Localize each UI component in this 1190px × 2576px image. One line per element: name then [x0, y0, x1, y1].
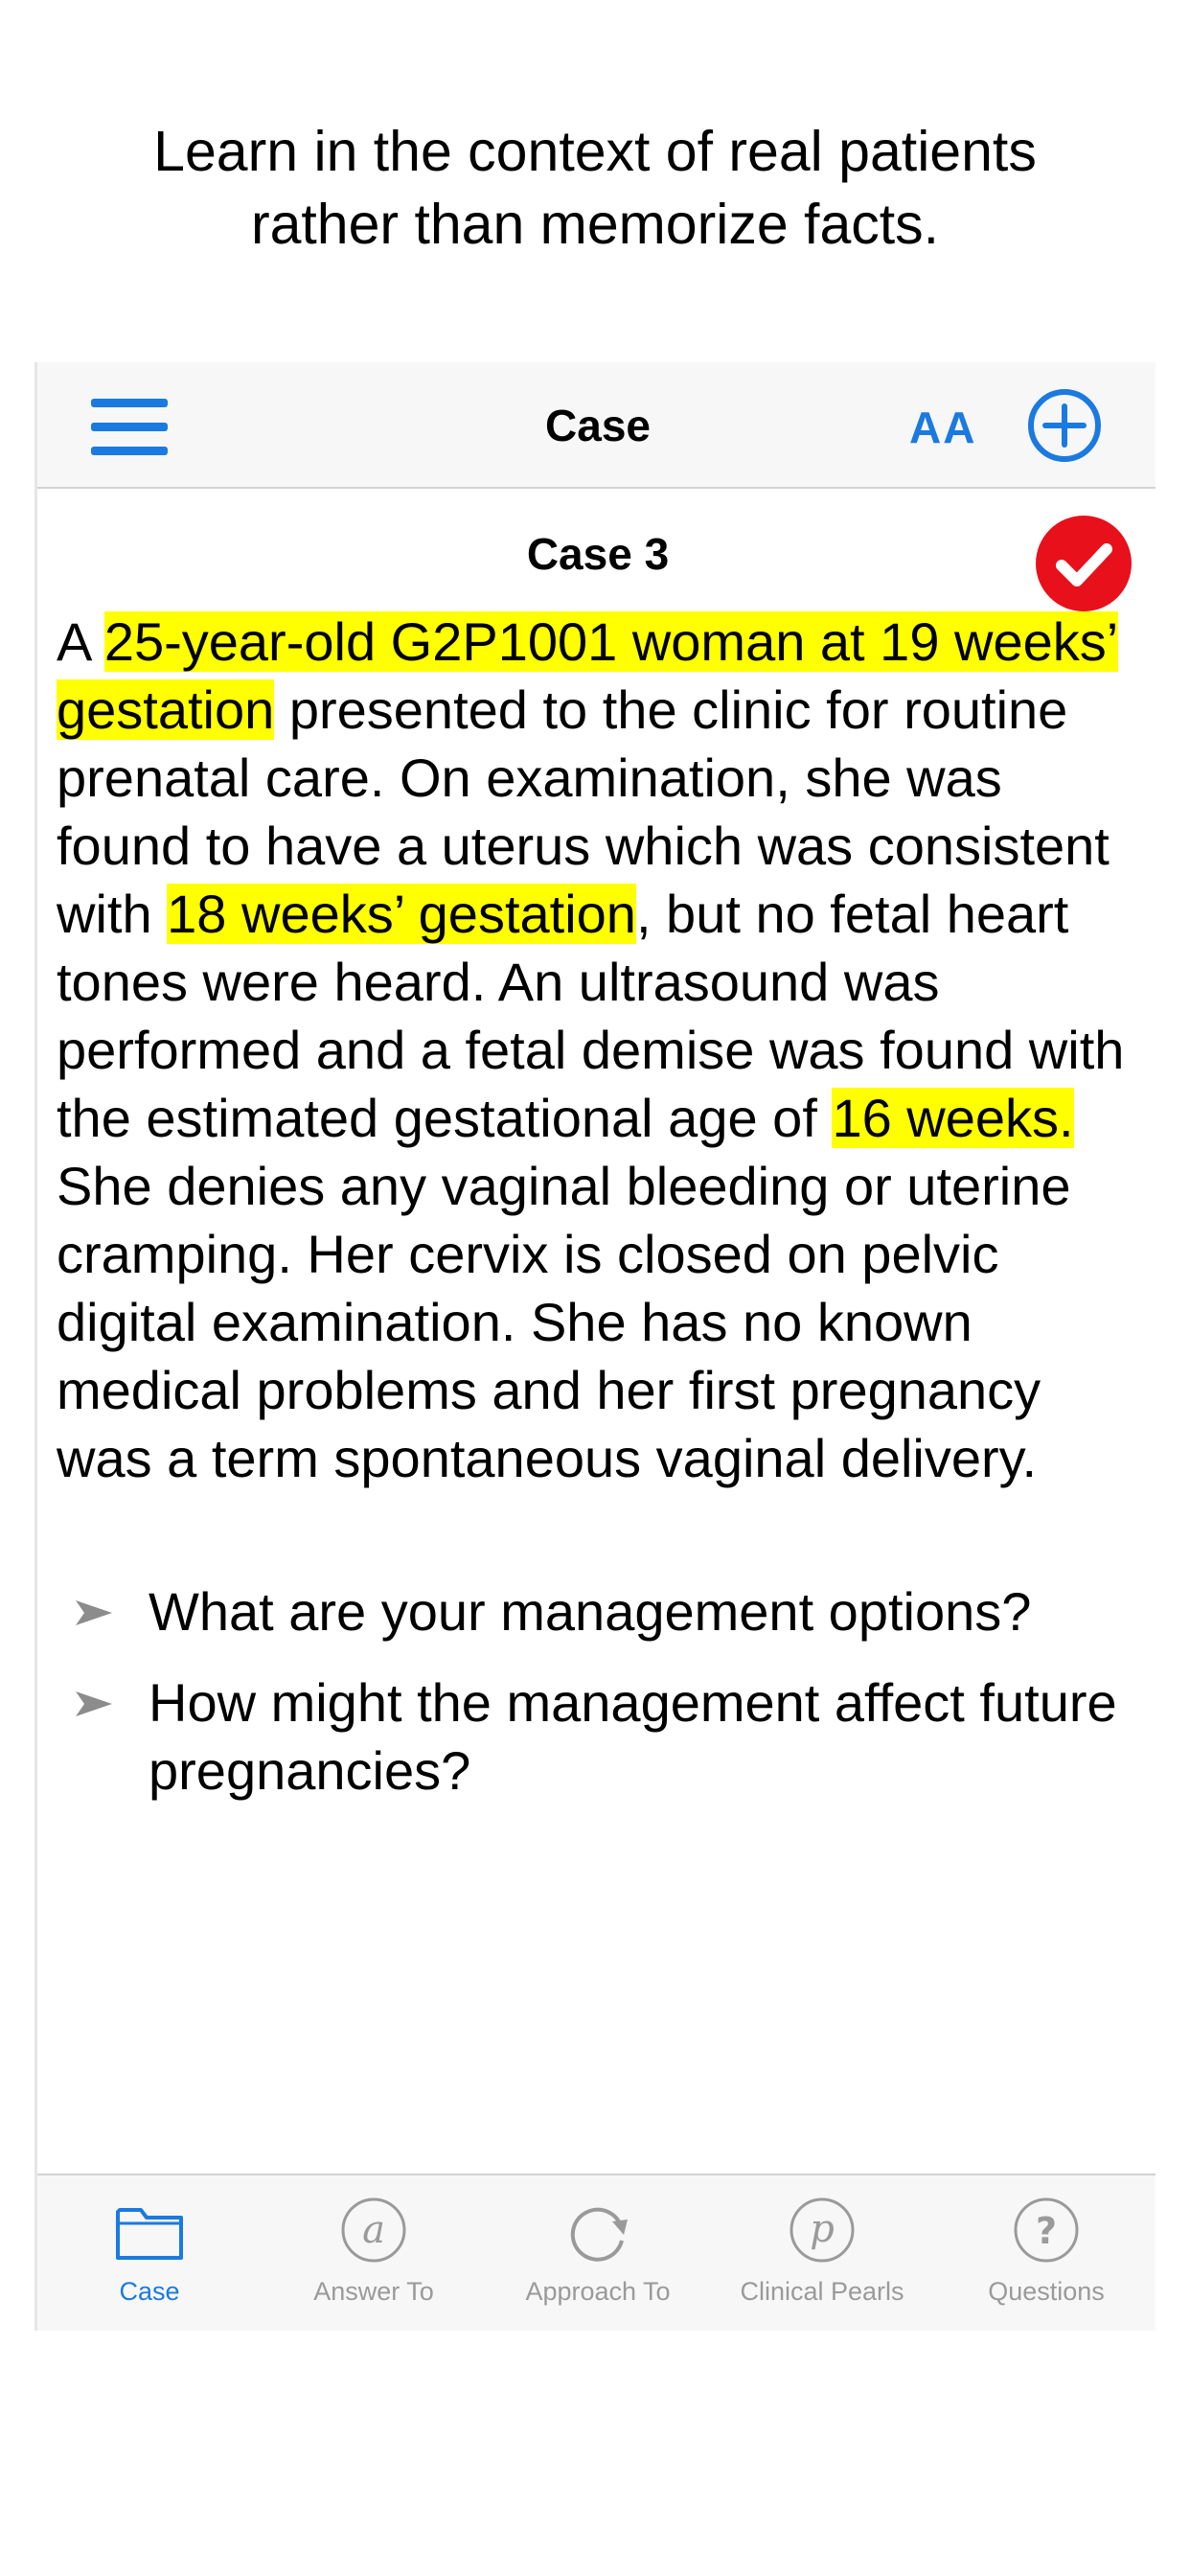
- question-circle-icon: [1011, 2195, 1082, 2266]
- case-title: Case 3: [526, 529, 670, 579]
- highlighted-text: 18 weeks’ gestation: [167, 884, 636, 944]
- case-text: presented to the clinic for routine prenatal care. On examination, she was found to have a uterus which was consistent with: [57, 679, 1110, 944]
- tab-label: Questions: [988, 2277, 1105, 2306]
- nav-title: Case: [545, 401, 651, 450]
- tab-approach-to[interactable]: [486, 2175, 710, 2331]
- tab-answer-to[interactable]: [262, 2175, 486, 2331]
- promo-line-2: rather than memorize facts.: [250, 193, 940, 256]
- svg-text:p: p: [810, 2207, 835, 2251]
- folder-icon: [114, 2195, 185, 2266]
- case-questions: [76, 1577, 1149, 1828]
- tab-label: Approach To: [525, 2277, 671, 2306]
- case-description: [57, 608, 1149, 1492]
- svg-text:a: a: [362, 2208, 385, 2252]
- tab-label: Clinical Pearls: [740, 2277, 904, 2306]
- app-screen: [34, 362, 1156, 2331]
- case-text: , but no fetal heart tones were heard. An ultrasound was performed and a fetal demise was found with the estimated gestational age of: [57, 884, 1125, 1148]
- highlighted-text: 25-year-old G2P1001 woman at 19 weeks’ gestation: [57, 611, 1119, 740]
- question-text: What are your management options?: [149, 1581, 1032, 1642]
- font-size-button[interactable]: AA: [909, 402, 977, 452]
- tab-label: Answer To: [313, 2277, 434, 2306]
- plus-circle-icon[interactable]: [1026, 387, 1103, 464]
- question-item: [76, 1668, 1149, 1805]
- svg-text:?: ?: [1035, 2210, 1058, 2252]
- highlighted-text: 16 weeks.: [832, 1088, 1074, 1148]
- hamburger-menu-icon[interactable]: [91, 399, 168, 456]
- promo-line-1: Learn in the context of real patients: [153, 120, 1037, 183]
- case-text: A: [57, 611, 104, 672]
- tab-questions[interactable]: [934, 2175, 1156, 2331]
- tab-case[interactable]: [37, 2175, 262, 2331]
- arrowhead-bullet-icon: [76, 1691, 112, 1716]
- arrowhead-bullet-icon: [76, 1600, 112, 1625]
- tab-bar: [37, 2174, 1156, 2331]
- p-circle-icon: [787, 2195, 858, 2266]
- tab-clinical-pearls[interactable]: [710, 2175, 934, 2331]
- tab-label: Case: [119, 2277, 180, 2306]
- checkmark-circle-icon[interactable]: [1036, 516, 1132, 611]
- promo-caption: [0, 115, 1190, 261]
- at-sign-icon: [338, 2195, 409, 2266]
- refresh-arrow-icon: [562, 2195, 633, 2266]
- question-text: How might the management affect future pregnancies?: [149, 1672, 1117, 1801]
- case-text: She denies any vaginal bleeding or uterine cramping. Her cervix is closed on pelvic digital examination. She has no known medical problems and her first pregnancy was a term spontaneous vaginal delivery.: [57, 1156, 1071, 1488]
- question-item: [76, 1577, 1149, 1645]
- navigation-bar: [37, 362, 1156, 489]
